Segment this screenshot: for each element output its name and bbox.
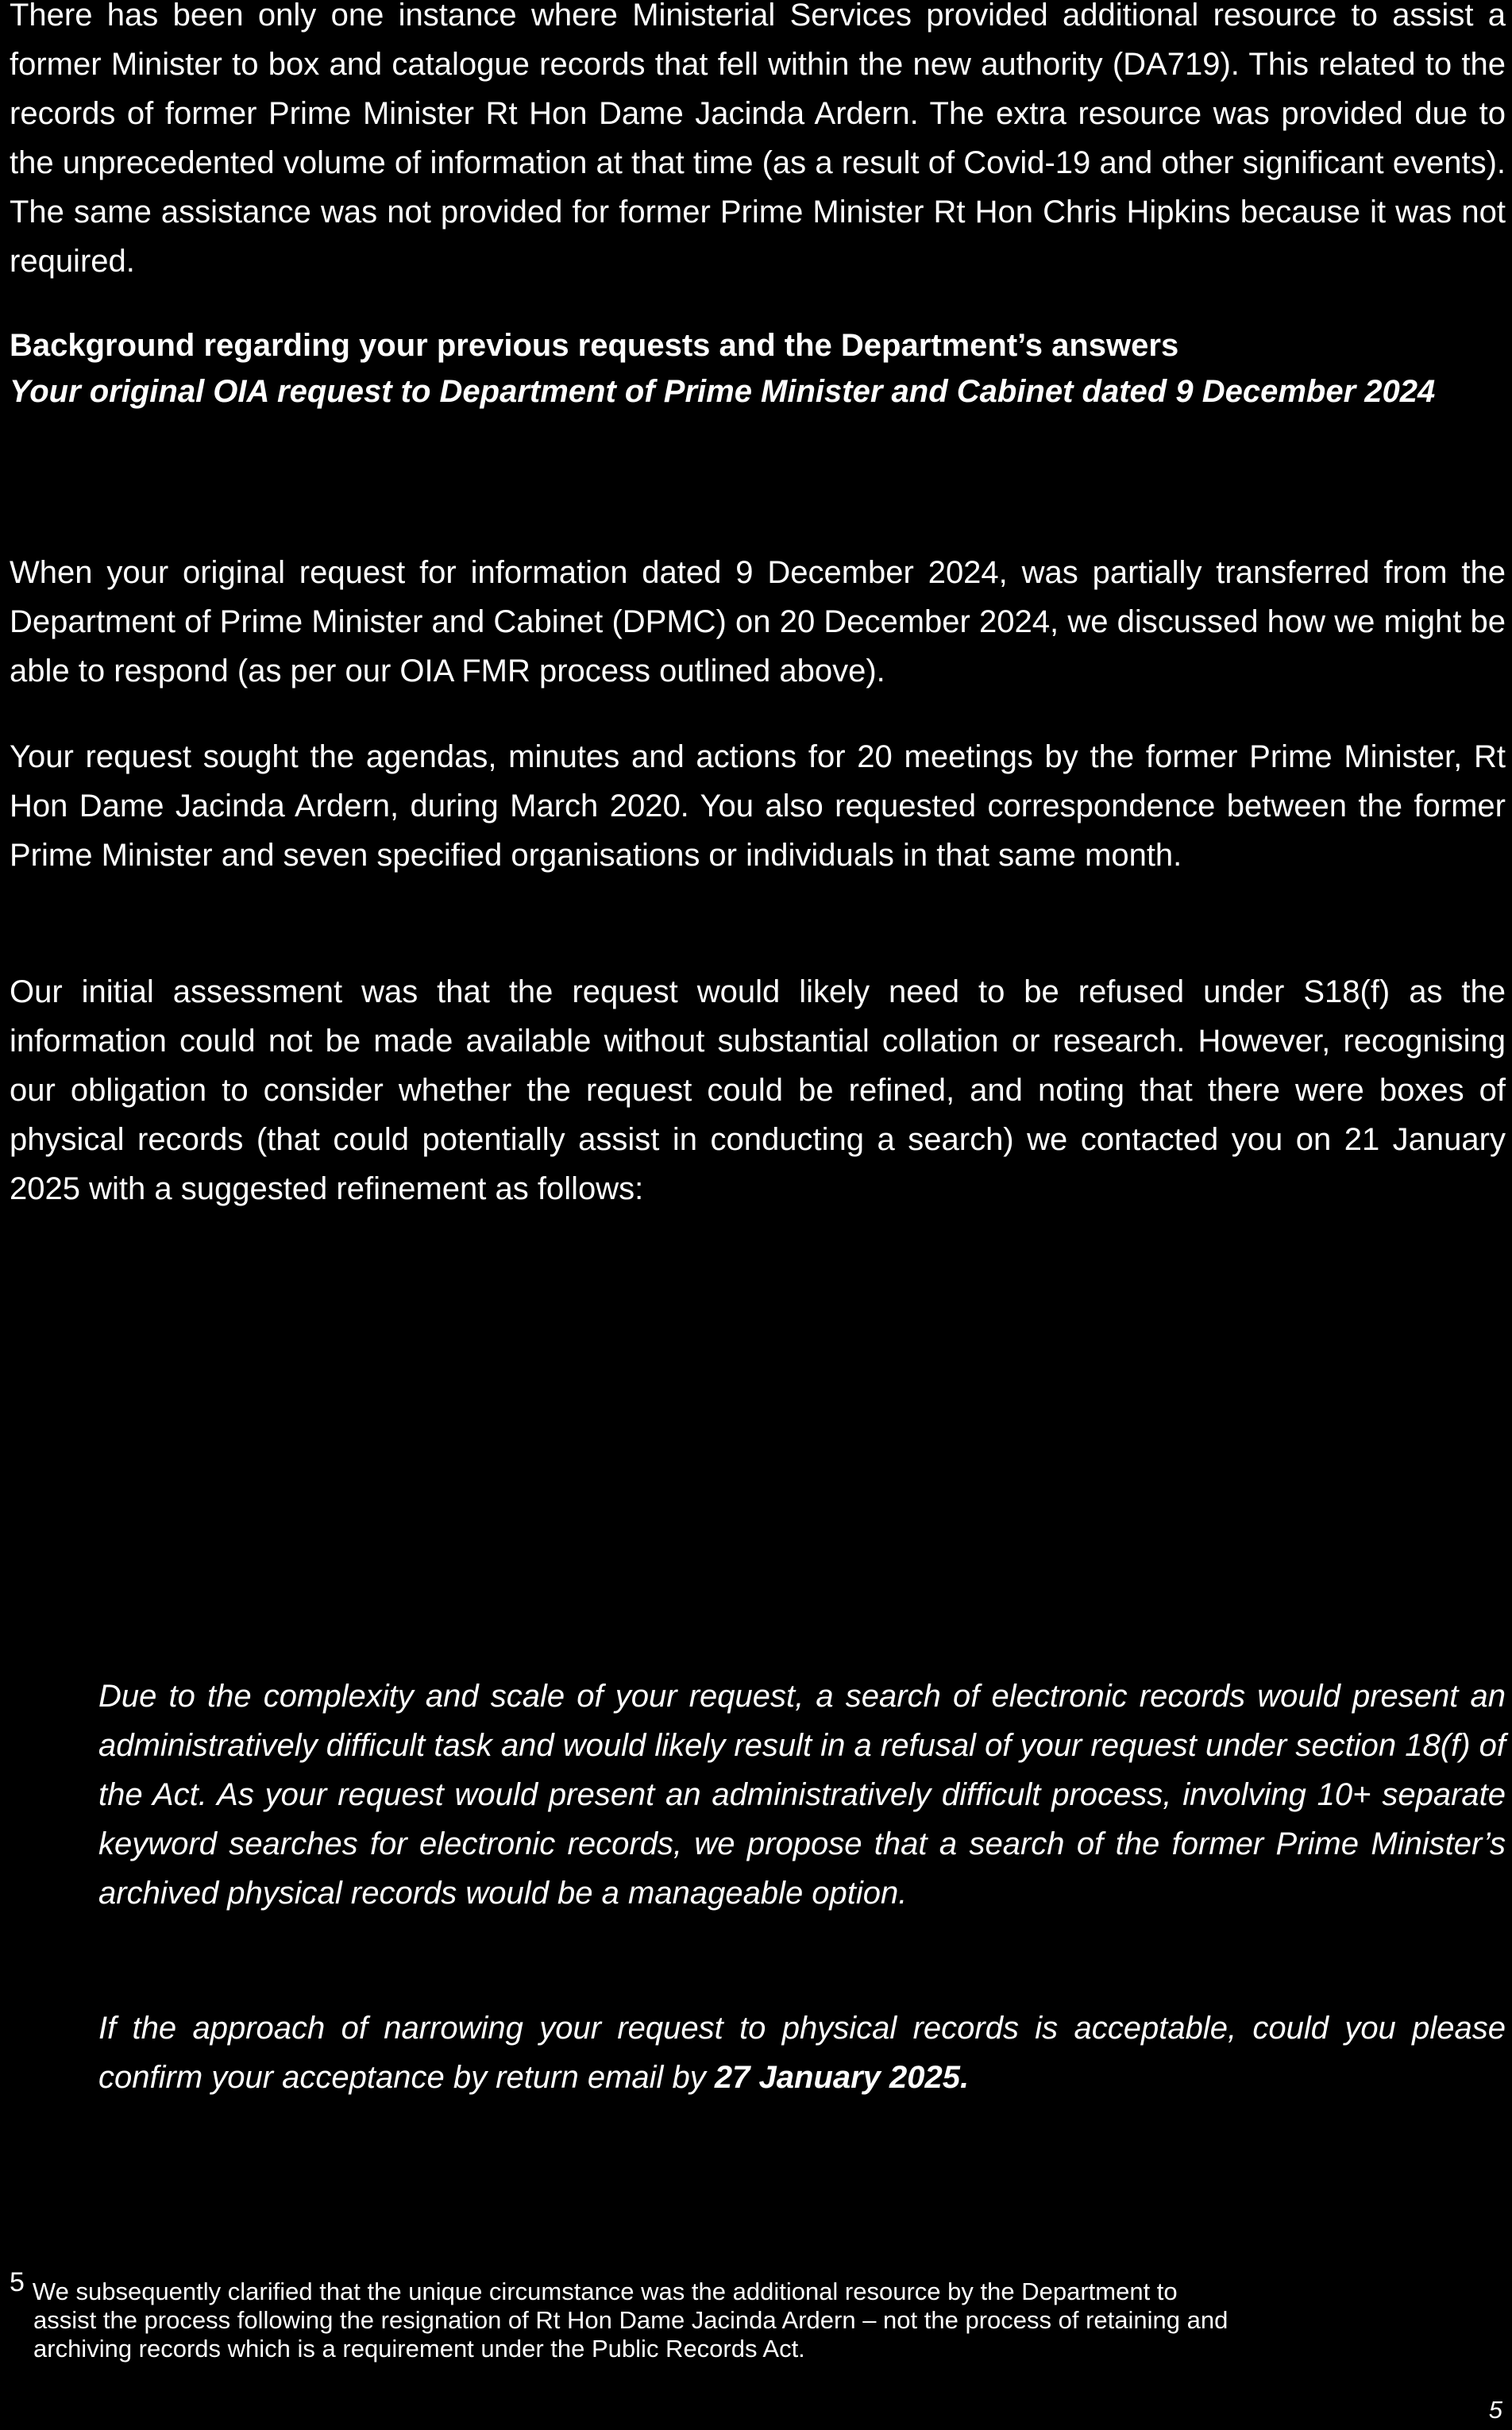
- quote-deadline-date: 27 January 2025.: [714, 2060, 970, 2095]
- footnote: [10, 2266, 1506, 2363]
- page-number: 5: [1488, 2396, 1502, 2424]
- paragraph-initial-assessment: Our initial assessment was that the request would likely need to be refused under S18(f) as the information could not be made available without substantial collation or research. However, recognising our obligation to consider whether the request could be refined, and noting that there were boxes of physical records (that could potentially assist in conducting a search) we contacted you on 21 January 2025 with a suggested refinement as follows:: [10, 974, 1506, 1206]
- footnote-line-3: archiving records which is a requirement under the Public Records Act.: [33, 2335, 805, 2362]
- subheading-original-request: Your original OIA request to Department of Prime Minister and Cabinet dated 9 December 2024: [10, 374, 1436, 409]
- footnote-line-1: We subsequently clarified that the unique circumstance was the additional resource by the Department to: [32, 2278, 1178, 2305]
- section-heading-background: Background regarding your previous requests and the Department’s answers: [10, 328, 1179, 363]
- footnote-line-2: assist the process following the resignation of Rt Hon Dame Jacinda Ardern – not the process of retaining and: [33, 2306, 1228, 2334]
- quote-complexity: Due to the complexity and scale of your request, a search of electronic records would present an administratively difficult task and would likely result in a refusal of your request under section 18(f) of the Act. As your request would present an administratively difficult process, involving 10+ separate keyword searches for electronic records, we propose that a search of the former Prime Minister’s archived physical records would be a manageable option.: [98, 1679, 1506, 1911]
- paragraph-request-scope: Your request sought the agendas, minutes and actions for 20 meetings by the former Prime Minister, Rt Hon Dame Jacinda Ardern, during March 2020. You also requested correspondence between the former Prime Minister and seven specified organisations or individuals in that same month.: [10, 739, 1506, 873]
- paragraph-additional-resource: There has been only one instance where Ministerial Services provided additional resource to assist a former Minister to box and catalogue records that fell within the new authority (DA719). This related to the records of former Prime Minister Rt Hon Dame Jacinda Ardern. The extra resource was provided due to the unprecedented volume of information at that time (as a result of Covid-19 and other significant events). The same assistance was not provided for former Prime Minister Rt Hon Chris Hipkins because it was not required.: [10, 0, 1506, 279]
- quote-confirmation-text: If the approach of narrowing your request to physical records is acceptable, could you please confirm your acceptance by return email by: [98, 2011, 1506, 2095]
- quote-confirmation: [98, 2004, 1506, 2102]
- footnote-marker: 5: [10, 2266, 25, 2297]
- paragraph-partial-transfer: When your original request for information dated 9 December 2024, was partially transferred from the Department of Prime Minister and Cabinet (DPMC) on 20 December 2024, we discussed how we might be able to respond (as per our OIA FMR process outlined above).: [10, 555, 1506, 688]
